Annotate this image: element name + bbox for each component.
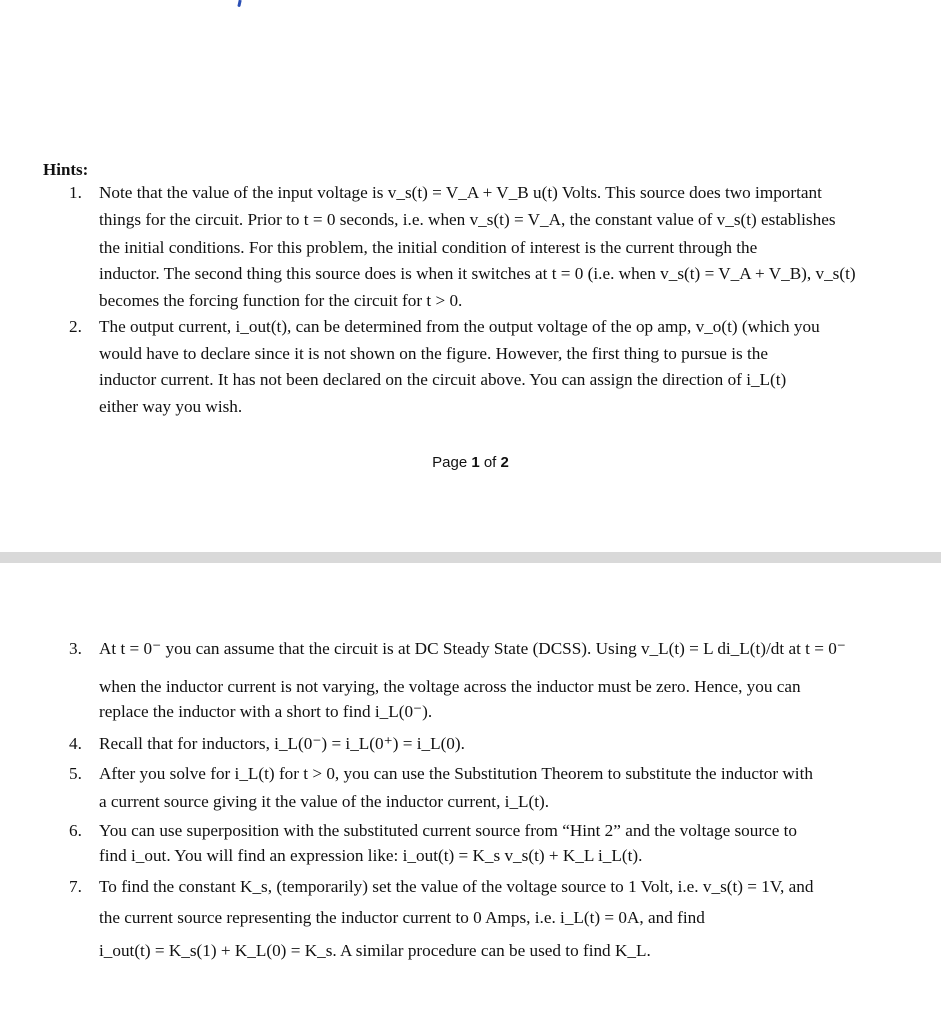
hint-line: the current source representing the inductor current to 0 Amps, i.e. i_L(t) = 0A, and find [99, 908, 705, 927]
page-separator [0, 552, 941, 563]
hint-line: find i_out. You will find an expression like: i_out(t) = K_s v_s(t) + K_L i_L(t). [99, 846, 643, 865]
pen-tick-mark [237, 0, 241, 7]
footer-mid: of [479, 454, 501, 471]
hint-line: The output current, i_out(t), can be determined from the output voltage of the op amp, v_o(t) (which you [99, 317, 820, 336]
hint-line: when the inductor current is not varying, the voltage across the inductor must be zero. Hence, you can [99, 677, 801, 696]
current-page-number: 1 [471, 454, 480, 471]
hint-number: 4. [69, 734, 82, 753]
hint-line: replace the inductor with a short to find i_L(0⁻). [99, 702, 433, 721]
total-page-number: 2 [500, 454, 509, 471]
hint-number: 7. [69, 877, 82, 896]
hint-line: To find the constant K_s, (temporarily) set the value of the voltage source to 1 Volt, i.e. v_s(t) = 1V, and [99, 877, 814, 896]
hint-line: You can use superposition with the substituted current source from “Hint 2” and the voltage source to [99, 821, 798, 840]
page-footer [0, 454, 941, 471]
hint-line: Recall that for inductors, i_L(0⁻) = i_L(0⁺) = i_L(0). [99, 734, 465, 753]
hint-line: inductor. The second thing this source does is when it switches at t = 0 (i.e. when v_s(t) = V_A + V_B), v_s(t) [99, 264, 856, 283]
footer-prefix: Page [432, 454, 472, 471]
hint-line: the initial conditions. For this problem, the initial condition of interest is the current through the [99, 238, 758, 257]
hint-line: inductor current. It has not been declared on the circuit above. You can assign the direction of i_L(t) [99, 370, 787, 389]
hint-line: a current source giving it the value of the inductor current, i_L(t). [99, 792, 550, 811]
hints-heading: Hints: [43, 160, 89, 179]
hint-number: 3. [69, 639, 82, 658]
hint-line: Note that the value of the input voltage is v_s(t) = V_A + V_B u(t) Volts. This source does two important [99, 183, 822, 202]
hint-line: either way you wish. [99, 397, 243, 416]
hint-number: 5. [69, 764, 82, 783]
hint-line: becomes the forcing function for the circuit for t > 0. [99, 291, 463, 310]
hint-number: 2. [69, 317, 82, 336]
hint-line: After you solve for i_L(t) for t > 0, you can use the Substitution Theorem to substitute the inductor with [99, 764, 813, 783]
hint-number: 6. [69, 821, 82, 840]
hint-number: 1. [69, 183, 82, 202]
hint-line: i_out(t) = K_s(1) + K_L(0) = K_s. A similar procedure can be used to find K_L. [99, 941, 651, 960]
hint-line: would have to declare since it is not shown on the figure. However, the first thing to pursue is the [99, 344, 768, 363]
hint-line: things for the circuit. Prior to t = 0 seconds, i.e. when v_s(t) = V_A, the constant value of v_s(t) establishes [99, 210, 836, 229]
hint-line: At t = 0⁻ you can assume that the circuit is at DC Steady State (DCSS). Using v_L(t) = L di_L(t)/dt at t = 0⁻ [99, 639, 846, 658]
